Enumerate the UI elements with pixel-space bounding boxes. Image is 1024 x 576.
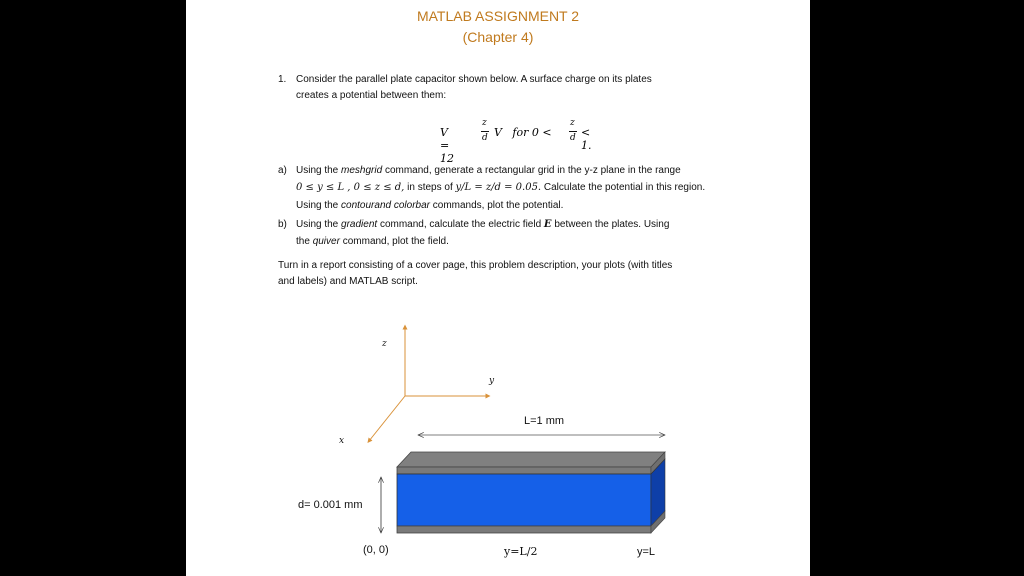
x-axis-label: x <box>339 436 345 446</box>
x-axis-arrow <box>369 396 405 441</box>
capacitor-box <box>397 452 665 533</box>
part-b-line-2: the quiver command, plot the field. <box>296 236 449 247</box>
equation-den2: d <box>570 133 576 143</box>
page-subtitle: (Chapter 4) <box>462 29 534 45</box>
y-axis-label: y <box>489 376 495 386</box>
question-line-2: creates a potential between them: <box>296 90 447 101</box>
report-line-2: and labels) and MATLAB script. <box>278 276 418 287</box>
part-a-line-3: Using the contourand colorbar commands, plot the potential. <box>296 200 564 211</box>
part-a-label: a) <box>278 165 287 176</box>
z-axis-label: z <box>382 339 387 349</box>
origin-label: (0, 0) <box>363 544 389 556</box>
part-b-line-1: Using the gradient command, calculate the electric field E between the plates. Using <box>296 219 670 230</box>
thickness-label: d= 0.001 mm <box>298 499 363 511</box>
part-a-line-2: 0 ≤ y ≤ L , 0 ≤ z ≤ d, in steps of y/L = z/d = 0.05. Calculate the potential in this region. <box>296 182 706 193</box>
bottom-plate-front <box>397 526 651 533</box>
equation-lhs: V = 12 <box>440 126 454 165</box>
capacitor-figure <box>186 0 810 576</box>
length-label: L=1 mm <box>524 415 565 427</box>
part-b-label: b) <box>278 219 287 230</box>
report-line-1: Turn in a report consisting of a cover page, this problem description, your plots (with titles <box>278 260 673 271</box>
midpoint-label: y=L/2 <box>504 545 538 558</box>
equation-den: d <box>482 133 488 143</box>
equation-mid: V for 0 < <box>494 126 552 139</box>
question-number: 1. <box>278 74 287 85</box>
top-plate-front <box>397 467 651 474</box>
end-label: y=L <box>637 546 656 558</box>
document-page <box>186 0 810 576</box>
equation-num2: z <box>570 118 575 128</box>
equation-rhs: < 1. <box>581 126 592 152</box>
question-line-1: Consider the parallel plate capacitor shown below. A surface charge on its plates <box>296 74 652 85</box>
page-title: MATLAB ASSIGNMENT 2 <box>416 8 580 24</box>
part-a-line-1: Using the meshgrid command, generate a rectangular grid in the y-z plane in the range <box>296 165 681 176</box>
equation-num: z <box>482 118 487 128</box>
top-plate-surface <box>397 452 665 467</box>
coordinate-axes <box>339 327 495 446</box>
dielectric-front <box>397 474 651 526</box>
